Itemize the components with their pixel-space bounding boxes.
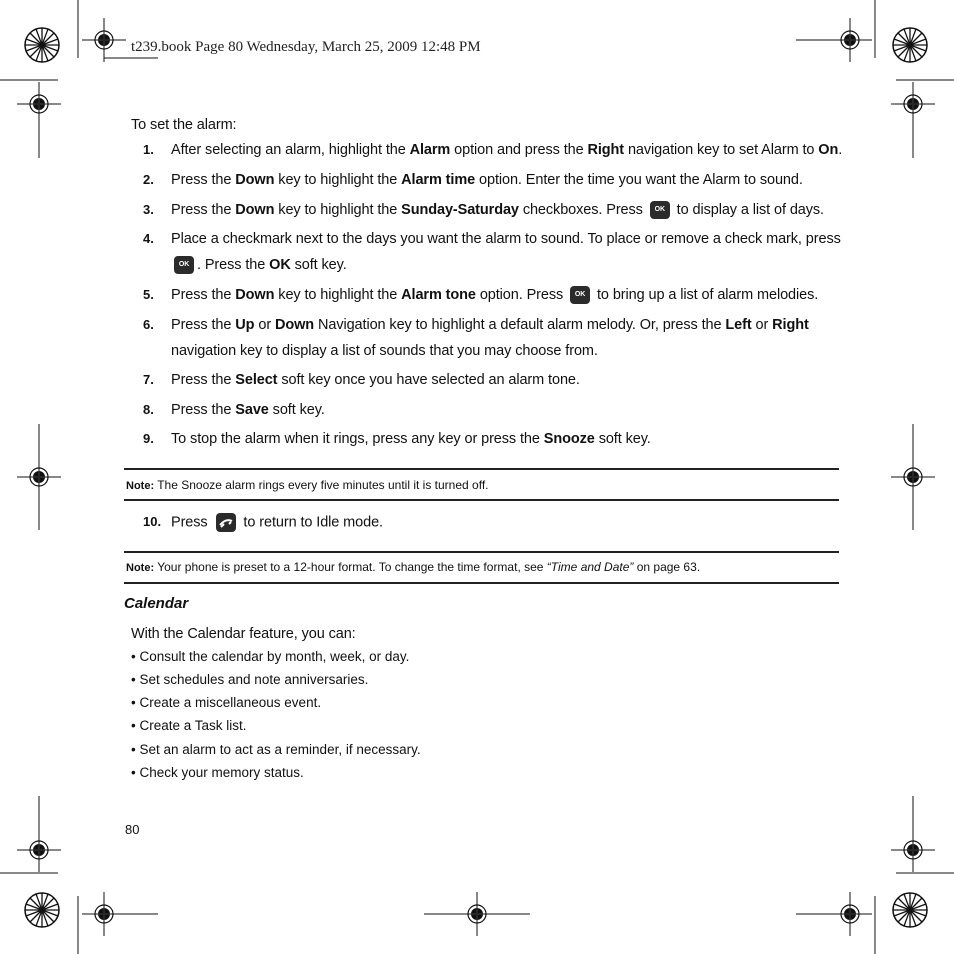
- intro-text: To set the alarm:: [131, 117, 237, 133]
- bold-term: Down: [235, 202, 275, 218]
- bold-term: Left: [725, 317, 752, 333]
- step-text: to display a list of days.: [672, 202, 824, 218]
- step-text: or: [751, 317, 773, 333]
- step-text: Press the: [171, 202, 236, 218]
- step-text: After selecting an alarm, highlight the: [171, 142, 410, 158]
- step-number: 1.: [143, 142, 154, 157]
- note-text: Your phone is preset to a 12-hour format. To change the time format, see: [154, 560, 547, 574]
- list-item: • Set schedules and note anniversaries.: [131, 672, 369, 687]
- bold-term: Down: [235, 172, 275, 188]
- bold-term: Alarm time: [401, 172, 476, 188]
- note-reference: “Time and Date”: [546, 560, 634, 574]
- bold-term: Snooze: [543, 431, 595, 447]
- step-number: 8.: [143, 402, 154, 417]
- note-rule-bottom: [124, 499, 839, 501]
- bold-term: Select: [235, 372, 278, 388]
- step-text: key to highlight the: [274, 172, 402, 188]
- step-line: [171, 141, 842, 159]
- step-text: Press: [171, 514, 212, 531]
- step-text: navigation key to set Alarm to: [624, 142, 819, 158]
- step-text: to return to Idle mode.: [239, 514, 383, 531]
- bold-term: Down: [274, 317, 315, 333]
- ok-key-icon: OK: [650, 201, 670, 219]
- list-item: • Check your memory status.: [131, 765, 304, 780]
- page-number: 80: [125, 822, 140, 837]
- step-line: [171, 430, 651, 448]
- note-text: The Snooze alarm rings every five minutes until it is turned off.: [154, 478, 489, 492]
- step-text: To stop the alarm when it rings, press any key or press the: [171, 431, 544, 447]
- step-text: checkboxes. Press: [518, 202, 647, 218]
- step-text: or: [254, 317, 275, 333]
- note-time-format: [126, 559, 700, 576]
- step-number: 3.: [143, 202, 154, 217]
- step-line: [171, 371, 580, 389]
- step-number: 4.: [143, 231, 154, 246]
- step-line: [171, 513, 383, 532]
- list-item: • Create a Task list.: [131, 718, 247, 733]
- step-number: 6.: [143, 317, 154, 332]
- step-text: soft key.: [594, 431, 651, 447]
- bold-term: Alarm tone: [401, 287, 476, 303]
- list-item: • Set an alarm to act as a reminder, if necessary.: [131, 742, 421, 757]
- step-text: . Press the: [197, 257, 270, 273]
- note-label: Note:: [126, 562, 155, 574]
- bold-term: Down: [235, 287, 275, 303]
- step-text: navigation key to display a list of sounds that you may choose from.: [171, 343, 598, 359]
- step-text: key to highlight the: [274, 202, 402, 218]
- step-text: .: [838, 142, 843, 158]
- bold-term: Up: [235, 317, 255, 333]
- step-text: soft key.: [268, 402, 325, 418]
- ok-key-icon: OK: [570, 286, 590, 304]
- step-number: 5.: [143, 287, 154, 302]
- bold-term: On: [818, 142, 839, 158]
- book-header: t239.book Page 80 Wednesday, March 25, 2009 12:48 PM: [131, 39, 481, 55]
- step-number: 7.: [143, 372, 154, 387]
- step-text: Press the: [171, 372, 236, 388]
- note-rule-top: [124, 468, 839, 470]
- step-line: [171, 316, 809, 334]
- step-line: [171, 201, 824, 219]
- step-text: Place a checkmark next to the days you want the alarm to sound. To place or remove a check mark, press: [171, 231, 841, 247]
- step-line: [171, 401, 325, 419]
- step-line-continued: [171, 256, 347, 274]
- step-text: Press the: [171, 172, 236, 188]
- list-item: • Consult the calendar by month, week, or day.: [131, 649, 410, 664]
- note-label: Note:: [126, 480, 155, 492]
- bold-term: Right: [587, 142, 625, 158]
- note-snooze: [126, 477, 489, 494]
- step-number: 2.: [143, 172, 154, 187]
- step-text: Press the: [171, 287, 236, 303]
- ok-key-icon: OK: [174, 256, 194, 274]
- bold-term: Alarm: [409, 142, 451, 158]
- step-line: [171, 171, 803, 189]
- list-item: • Create a miscellaneous event.: [131, 695, 322, 710]
- step-text: to bring up a list of alarm melodies.: [593, 287, 819, 303]
- step-line-continued: [171, 342, 598, 360]
- step-line: [171, 286, 818, 304]
- bold-term: Right: [772, 317, 809, 333]
- step-text: soft key.: [290, 257, 347, 273]
- step-text: soft key once you have selected an alarm tone.: [277, 372, 580, 388]
- note-rule-bottom: [124, 582, 839, 584]
- note-rule-top: [124, 551, 839, 553]
- calendar-intro: With the Calendar feature, you can:: [131, 626, 356, 642]
- step-text: Navigation key to highlight a default alarm melody. Or, press the: [314, 317, 726, 333]
- step-number: 9.: [143, 431, 154, 446]
- step-text: option. Press: [475, 287, 568, 303]
- bold-term: Save: [235, 402, 269, 418]
- step-text: option. Enter the time you want the Alarm to sound.: [475, 172, 803, 188]
- section-title: Calendar: [124, 595, 189, 612]
- step-number: 10.: [143, 514, 162, 529]
- step-text: Press the: [171, 402, 236, 418]
- note-text: on page 63.: [633, 560, 701, 574]
- bold-term: OK: [269, 257, 291, 273]
- step-text: key to highlight the: [274, 287, 402, 303]
- end-key-icon: [216, 513, 236, 532]
- step-text: option and press the: [450, 142, 588, 158]
- bold-term: Sunday-Saturday: [401, 202, 519, 218]
- step-text: Press the: [171, 317, 236, 333]
- step-line: [171, 230, 841, 248]
